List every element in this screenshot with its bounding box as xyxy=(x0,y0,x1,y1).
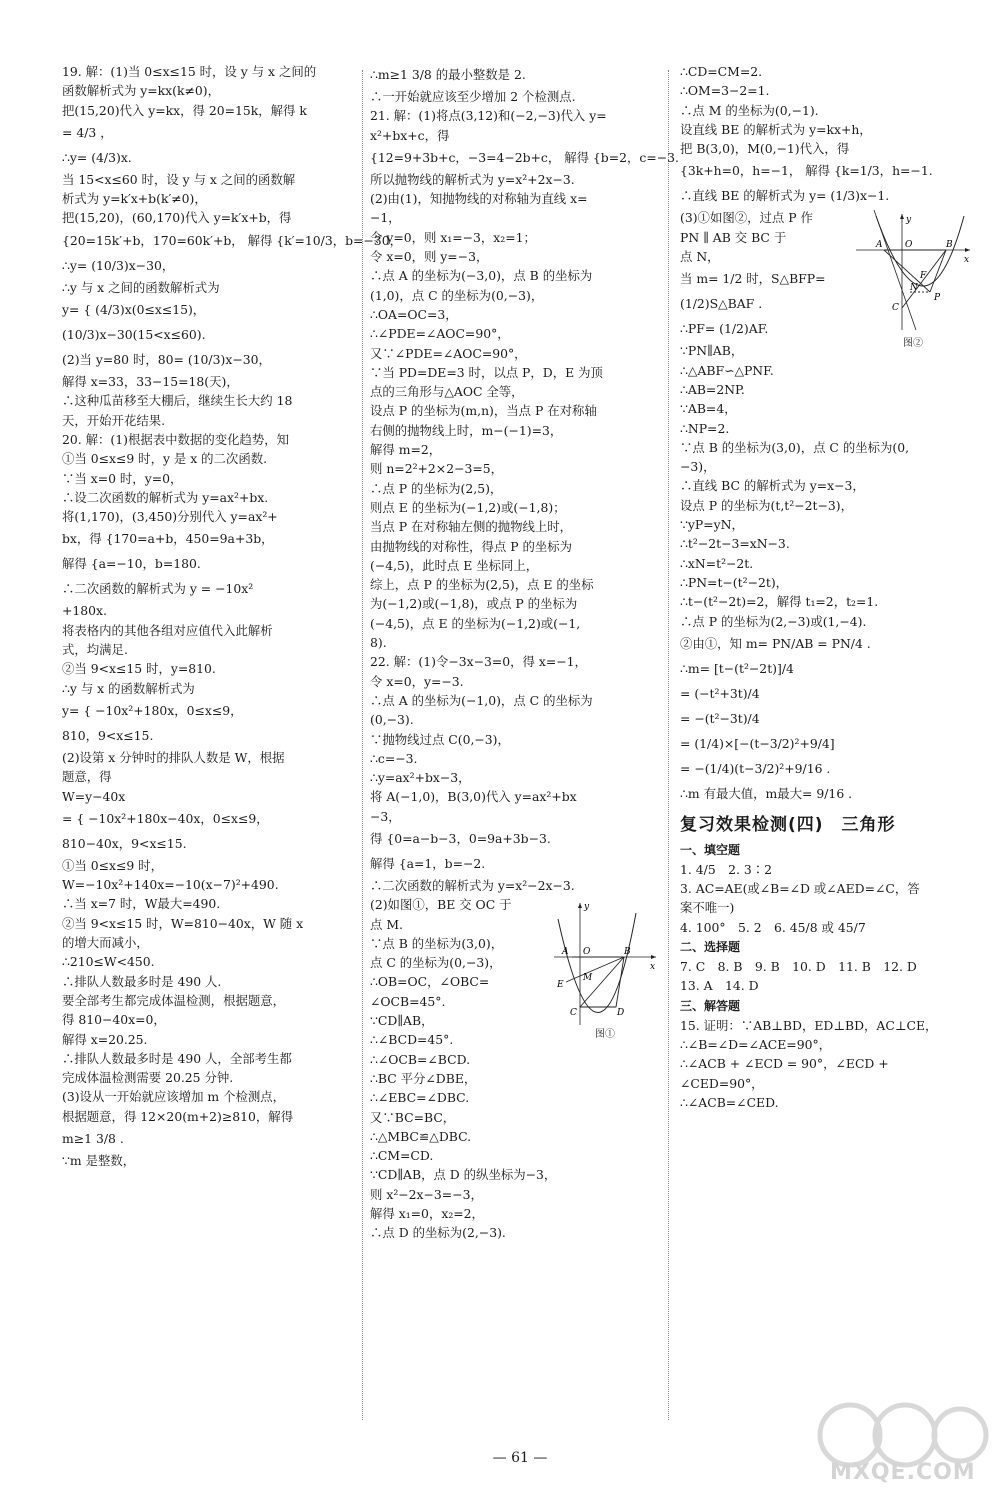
col1-line: ∴210≤W<450. xyxy=(62,954,155,970)
col1-line: (10/3)x−30(15<x≤60). xyxy=(62,327,206,343)
col2-line: ∴OA=OC=3， xyxy=(370,306,458,322)
col3-line: ∴OM=3−2=1. xyxy=(680,83,770,99)
col3-line: ②由①，知 m= PN/AB = PN/4 . xyxy=(680,635,871,651)
fill-blank-line: 案不唯一) xyxy=(680,900,735,916)
col2-line: ∵当 PD=DE=3 时，以点 P，D，E 为顶 xyxy=(370,364,603,380)
col1-line: 得 810−40x=0， xyxy=(62,1012,166,1028)
col2-line: ∴∠PDE=∠AOC=90°， xyxy=(370,326,510,342)
fig1-label-d: D xyxy=(617,1008,625,1019)
col2-line: ∴点 P 的坐标为(2,5)， xyxy=(370,480,503,496)
col1-line: ∴设二次函数的解析式为 y=ax²+bx. xyxy=(62,489,269,505)
col3-line: ∵PN∥AB， xyxy=(680,343,744,359)
col2-line: 由抛物线的对称性，得点 P 的坐标为 xyxy=(370,538,573,554)
fig2-label-p: P xyxy=(934,293,941,304)
col1-line: y= { (4/3)x(0≤x≤15)， xyxy=(62,302,206,318)
col2-line: ∵抛物线过点 C(0,−3)， xyxy=(370,731,510,747)
col1-line: 式，均满足. xyxy=(62,642,128,658)
col2-line: 又∵BC=BC， xyxy=(370,1109,456,1125)
col1-line: (2)当 y=80 时，80= (10/3)x−30， xyxy=(62,352,271,368)
fig2-label-n: N xyxy=(910,283,918,294)
fig1-label-x: x xyxy=(650,962,656,973)
col1-line: ∴这种瓜苗移至大棚后，继续生长大约 18 xyxy=(62,393,293,409)
col2-line: 当点 P 在对称轴左侧的抛物线上时， xyxy=(370,519,573,535)
watermark-text: MXQE.COM xyxy=(830,1460,976,1485)
solve-line: ∴∠ACB + ∠ECD = 90°，∠ECD + xyxy=(680,1056,889,1072)
col2-line: ∴点 A 的坐标为(−1,0)，点 C 的坐标为 xyxy=(370,692,593,708)
col1-line: 解得 x=20.25. xyxy=(62,1031,148,1047)
col2-line: (1,0)，点 C 的坐标为(0,−3)， xyxy=(370,287,544,303)
col3-line: 点 N， xyxy=(680,249,720,265)
solve-line: ∴∠ACB=∠CED. xyxy=(680,1094,779,1110)
col1-line: W=y−40x xyxy=(62,788,126,804)
col2-line: ∴CM=CD. xyxy=(370,1148,434,1164)
col1-line: W=−10x²+140x=−10(x−7)²+490. xyxy=(62,877,279,893)
col2-line: x²+bx+c，得 xyxy=(370,127,450,143)
solve-header: 三、解答题 xyxy=(680,998,741,1013)
col3-line: ∴m= [t−(t²−2t)]/4 xyxy=(680,660,794,676)
col1-line: ∴二次函数的解析式为 y = −10x² xyxy=(62,581,254,597)
fig2-label-f: F xyxy=(920,271,927,282)
col1-line: 完成体温检测需要 20.25 分钟. xyxy=(62,1070,234,1086)
col1-line: 将(1,170)，(3,450)分别代入 y=ax²+ xyxy=(62,509,278,525)
col1-line: ∴y= (10/3)x−30， xyxy=(62,257,175,273)
col2-line: ∴y=ax²+bx−3， xyxy=(370,770,471,786)
col3-line: ∴xN=t²−2t. xyxy=(680,555,754,571)
col3-line: = −(1/4)(t−3/2)²+9/16 . xyxy=(680,760,831,776)
col1-line: = { −10x²+180x−40x，0≤x≤9， xyxy=(62,810,269,826)
col2-line: ∴一开始就应该至少增加 2 个检测点. xyxy=(370,89,576,104)
figure-1-graph xyxy=(550,899,660,1029)
fig2-label-y: y xyxy=(906,215,912,226)
col2-line: 点的三角形与△AOC 全等， xyxy=(370,384,524,400)
choice-line: 13. A 14. D xyxy=(680,978,759,994)
fig1-label-e: E xyxy=(557,980,564,991)
col1-line: 根据题意，得 12×20(m+2)≥810，解得 xyxy=(62,1108,294,1124)
col1-line: 要全部考生都完成体温检测，根据题意， xyxy=(62,992,286,1008)
col3-line: ∴△ABF∽△PNF. xyxy=(680,362,774,378)
solve-line: ∠CED=90°， xyxy=(680,1075,764,1091)
col3-line: ∴AB=2NP. xyxy=(680,381,745,397)
col2-line: ∴c=−3. xyxy=(370,750,418,766)
col1-line: m≥1 3/8 . xyxy=(62,1130,124,1146)
col2-line: (−4,5)，点 E 的坐标为(−1,2)或(−1, xyxy=(370,615,581,631)
col2-line: {12=9+3b+c，−3=4−2b+c， 解得 {b=2，c=−3. xyxy=(370,149,679,165)
fig2-label-a: A xyxy=(876,240,883,251)
fig1-label-a: A xyxy=(562,947,569,958)
col2-line: 22. 解：(1)令−3x−3=0，得 x=−1， xyxy=(370,654,587,670)
fig2-label-o: O xyxy=(905,240,913,251)
col2-line: 8). xyxy=(370,635,387,651)
col1-line: ①当 0≤x≤9 时，y 是 x 的二次函数. xyxy=(62,451,268,467)
page-number: — 61 — xyxy=(492,1450,548,1466)
col1-line: ∴排队人数最多时是 490 人. xyxy=(62,973,222,989)
col1-line: ②当 9<x≤15 时，W=810−40x，W 随 x xyxy=(62,915,304,931)
figure-2 xyxy=(854,212,972,350)
col2-line: 令 x=0，则 y=−3， xyxy=(370,249,489,265)
col1-line: y= { −10x²+180x，0≤x≤9， xyxy=(62,702,243,718)
col1-line: {20=15k′+b，170=60k′+b， 解得 {k′=10/3，b=−30， xyxy=(62,232,402,248)
col3-line: ∴点 M 的坐标为(0,−1). xyxy=(680,102,819,118)
col1-line: ∴当 x=7 时，W最大=490. xyxy=(62,896,221,912)
col3-line: ∴m 有最大值，m最大= 9/16 . xyxy=(680,785,853,801)
col3-line: ∴t−(t²−2t)=2，解得 t₁=2，t₂=1. xyxy=(680,594,879,610)
col2-line: ∵CD∥AB，点 D 的纵坐标为−3， xyxy=(370,1167,557,1183)
col2-line: 解得 x₁=0，x₂=2， xyxy=(370,1206,484,1222)
col2-line: 令 x=0，y=−3. xyxy=(370,673,464,689)
col2-line: ∵CD∥AB， xyxy=(370,1013,434,1029)
col1-line: 题意，得 xyxy=(62,769,112,785)
col1-line: 天，开始开花结果. xyxy=(62,412,166,428)
col1-line: 当 15<x≤60 时，设 y 与 x 之间的函数解 xyxy=(62,171,296,187)
col3-line: ∴点 P 的坐标为(2,−3)或(1,−4). xyxy=(680,613,867,629)
col3-line: ∴PN=t−(t²−2t)， xyxy=(680,574,789,590)
col3-line: −3)， xyxy=(680,459,716,475)
col2-line: ∴OB=OC，∠OBC= xyxy=(370,974,490,990)
col2-line: ∴△MBC≌△DBC. xyxy=(370,1128,472,1144)
col1-line: bx，得 {170=a+b，450=9a+3b， xyxy=(62,531,274,547)
col2-line: ∴∠EBC=∠DBC. xyxy=(370,1090,470,1106)
col2-line: −1， xyxy=(370,210,401,226)
col3-line: = (1/4)×[−(t−3/2)²+9/4] xyxy=(680,735,835,751)
col1-line: 将表格内的其他各组对应值代入此解析 xyxy=(62,622,273,638)
col3-line: (3)①如图②，过点 P 作 xyxy=(680,210,813,226)
fig1-label-b: B xyxy=(624,947,631,958)
col2-line: (−4,5)，此时点 E 坐标同上， xyxy=(370,557,539,573)
col1-line: 20. 解：(1)根据表中数据的变化趋势，知 xyxy=(62,431,290,447)
col2-line: −3， xyxy=(370,808,401,824)
col1-line: 的增大而减小， xyxy=(62,935,149,951)
col1-line: ∴y= (4/3)x. xyxy=(62,149,132,165)
col2-line: 则 x²−2x−3=−3， xyxy=(370,1186,483,1202)
col3-line: 把 B(3,0)，M(0,−1)代入，得 xyxy=(680,141,850,157)
col1-line: 析式为 y=k′x+b(k′≠0)， xyxy=(62,191,207,207)
col2-line: ∴BC 平分∠DBE， xyxy=(370,1070,477,1086)
col1-line: ∵m 是整数， xyxy=(62,1152,136,1168)
column-divider-left xyxy=(362,70,363,1420)
fig2-label-x: x xyxy=(964,255,970,266)
col1-line: 19. 解：(1)当 0≤x≤15 时，设 y 与 x 之间的 xyxy=(62,64,317,79)
choice-header: 二、选择题 xyxy=(680,940,741,955)
col2-line: 右侧的抛物线上时，m−(−1)=3， xyxy=(370,422,563,438)
figure-2-graph xyxy=(854,212,972,338)
col2-line: 设点 P 的坐标为(m,n)，当点 P 在对称轴 xyxy=(370,403,597,419)
figure-2-caption: 图② xyxy=(903,338,923,350)
fill-blank-line: 4. 100° 5. 2 6. 45/8 或 45/7 xyxy=(680,919,866,935)
fig1-label-m: M xyxy=(583,973,593,984)
col2-line: 则 n=2²+2×2−3=5， xyxy=(370,461,503,477)
col2-line: 又∵∠PDE=∠AOC=90°， xyxy=(370,345,527,361)
col1-line: 810−40x，9<x≤15. xyxy=(62,835,187,851)
solve-line: ∴∠B=∠D=∠ACE=90°， xyxy=(680,1036,832,1052)
col2-line: 得 {0=a−b−3，0=9a+3b−3. xyxy=(370,830,551,846)
col3-line: = (−t²+3t)/4 xyxy=(680,685,760,701)
figure-1-caption: 图① xyxy=(595,1029,615,1041)
col2-line: 点 C 的坐标为(0,−3)， xyxy=(370,955,502,971)
col2-line: 解得 {a=1，b=−2. xyxy=(370,855,486,871)
col1-line: (2)设第 x 分钟时的排队人数是 W，根据 xyxy=(62,749,285,765)
col1-line: ∴排队人数最多时是 490 人，全部考生都 xyxy=(62,1050,292,1066)
fig2-label-c: C xyxy=(892,303,899,314)
choice-line: 7. C 8. B 9. B 10. D 11. B 12. D xyxy=(680,959,917,975)
fig1-label-y: y xyxy=(584,902,590,913)
col2-line: 为(−1,2)或(−1,8)，或点 P 的坐标为 xyxy=(370,596,578,612)
col2-line: ∴点 D 的坐标为(2,−3). xyxy=(370,1225,506,1241)
col3-line: = −(t²−3t)/4 xyxy=(680,710,760,726)
col2-line: 将 A(−1,0)，B(3,0)代入 y=ax²+bx xyxy=(370,789,577,805)
fig2-label-b: B xyxy=(946,240,953,251)
col2-line: (0,−3). xyxy=(370,712,414,728)
col1-line: ∵当 x=0 时，y=0， xyxy=(62,470,183,486)
column-2 xyxy=(370,62,679,1462)
col3-line: ∴直线 BC 的解析式为 y=x−3， xyxy=(680,478,865,494)
col1-line: (3)设从一开始就应该增加 m 个检测点， xyxy=(62,1089,286,1105)
col2-line: 21. 解：(1)将点(3,12)和(−2,−3)代入 y= xyxy=(370,108,607,124)
col2-line: ∵点 B 的坐标为(3,0)， xyxy=(370,935,504,951)
col3-line: (1/2)S△BAF . xyxy=(680,296,763,312)
col1-line: 810，9<x≤15. xyxy=(62,727,154,743)
col1-line: ①当 0≤x≤9 时， xyxy=(62,857,163,873)
col1-line: 函数解析式为 y=kx(k≠0)， xyxy=(62,83,220,99)
col2-line: ∴m≥1 3/8 的最小整数是 2. xyxy=(370,67,526,82)
fill-blank-line: 3. AC=AE(或∠B=∠D 或∠AED=∠C，答 xyxy=(680,881,920,897)
col1-line: 解得 {a=−10，b=180. xyxy=(62,556,201,572)
col3-line: PN ∥ AB 交 BC 于 xyxy=(680,229,787,245)
col2-line: ∴二次函数的解析式为 y=x²−2x−3. xyxy=(370,877,575,893)
fill-blank-line: 1. 4/5 2. 3∶2 xyxy=(680,861,773,877)
fig1-label-c: C xyxy=(570,1008,577,1019)
col2-line: 综上，点 P 的坐标为(2,5)，点 E 的坐标 xyxy=(370,577,594,593)
col2-line: 解得 m=2， xyxy=(370,442,442,458)
col2-line: 令 y=0，则 x₁=−3，x₂=1； xyxy=(370,229,536,245)
col1-line: 把(15,20)，(60,170)代入 y=k′x+b，得 xyxy=(62,210,292,226)
col1-line: 把(15,20)代入 y=kx，得 20=15k，解得 k xyxy=(62,102,307,118)
col3-line: {3k+h=0，h=−1， 解得 {k=1/3，h=−1. xyxy=(680,163,933,179)
col1-line: 解得 x=33，33−15=18(天)， xyxy=(62,374,239,390)
col1-line: = 4/3 ， xyxy=(62,124,113,140)
column-3 xyxy=(680,62,972,1432)
column-divider-right xyxy=(668,70,669,1420)
col2-line: ∴∠BCD=45°. xyxy=(370,1032,454,1048)
col2-line: 则点 E 的坐标为(−1,2)或(−1,8)； xyxy=(370,499,566,515)
figure-1 xyxy=(550,899,660,1041)
col3-line: ∴NP=2. xyxy=(680,420,730,436)
col3-line: ∵yP=yN， xyxy=(680,517,744,533)
col3-line: 设直线 BE 的解析式为 y=kx+h， xyxy=(680,121,872,137)
col2-line: (2)如图①，BE 交 OC 于 xyxy=(370,897,512,913)
col2-line: ∠OCB=45°. xyxy=(370,993,446,1009)
section-title: 复习效果检测(四) 三角形 xyxy=(680,814,896,835)
fill-blank-header: 一、填空题 xyxy=(680,842,741,857)
col1-line: ②当 9<x≤15 时，y=810. xyxy=(62,661,216,677)
col2-line: 点 M. xyxy=(370,916,403,932)
col2-line: ∴点 A 的坐标为(−3,0)，点 B 的坐标为 xyxy=(370,268,593,284)
col1-line: ∴y 与 x 的函数解析式为 xyxy=(62,680,195,696)
col1-line: ∴y 与 x 之间的函数解析式为 xyxy=(62,279,220,295)
col3-line: ∵点 B 的坐标为(3,0)，点 C 的坐标为(0, xyxy=(680,439,910,455)
col3-line: 当 m= 1/2 时，S△BFP= xyxy=(680,271,826,287)
col3-line: ∴t²−2t−3=xN−3. xyxy=(680,536,790,552)
col2-line: ∴∠OCB=∠BCD. xyxy=(370,1051,471,1067)
col3-line: 设点 P 的坐标为(t,t²−2t−3)， xyxy=(680,497,853,513)
fig1-label-o: O xyxy=(583,947,591,958)
solve-line: 15. 证明：∵AB⊥BD，ED⊥BD，AC⊥CE， xyxy=(680,1017,938,1033)
col3-line: ∴直线 BE 的解析式为 y= (1/3)x−1. xyxy=(680,188,890,204)
col2-line: (2)由(1)，知抛物线的对称轴为直线 x= xyxy=(370,191,588,207)
col3-line: ∵AB=4， xyxy=(680,401,737,417)
col3-line: ∴CD=CM=2. xyxy=(680,64,763,79)
col2-line: 所以抛物线的解析式为 y=x²+2x−3. xyxy=(370,171,575,187)
col3-line: ∴PF= (1/2)AF. xyxy=(680,321,769,337)
col1-line: +180x. xyxy=(62,603,107,619)
